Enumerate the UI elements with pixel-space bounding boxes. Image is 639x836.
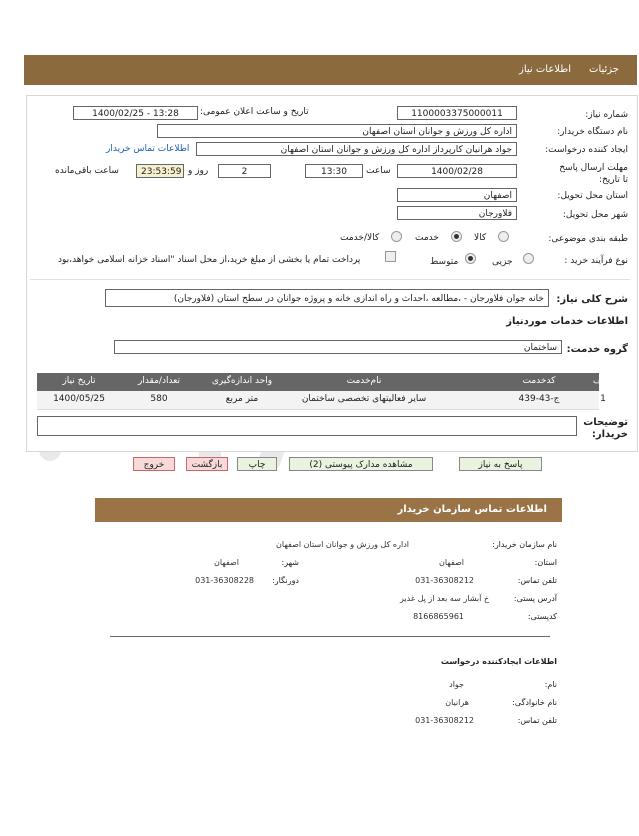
col-code-header: کدخدمت	[522, 376, 556, 386]
page-header	[24, 55, 637, 85]
remaining-time-field: 23:53:59	[136, 164, 184, 178]
creator-field: جواد هرانیان کارپرداز اداره کل ورزش و جوانان استان اصفهان	[196, 142, 517, 156]
deadline-time-label: ساعت	[366, 166, 391, 176]
city-label: شهر محل تحویل:	[562, 210, 628, 220]
contact-city: اصفهان	[213, 558, 239, 567]
category-goods-radio[interactable]	[498, 231, 509, 242]
contact-phone-label: تلفن تماس:	[517, 576, 557, 585]
treasury-payment-checkbox[interactable]	[385, 251, 396, 262]
category-goods-service-radio[interactable]	[391, 231, 402, 242]
buyer-org-field: اداره کل ورزش و جوانان استان اصفهان	[157, 124, 517, 138]
cell-name: سایر فعالیتهای تخصصی ساختمان	[301, 394, 427, 404]
province-label: استان محل تحویل:	[557, 191, 628, 201]
reply-button[interactable]: پاسخ به نیاز	[459, 457, 542, 471]
need-number-field: 1100003375000011	[397, 106, 517, 120]
col-unit-header: واحد اندازه‌گیری	[211, 376, 273, 386]
print-button[interactable]: چاپ	[237, 457, 277, 471]
buyer-contact-header	[95, 498, 562, 522]
contact-address: خ آبشار سه بعد از پل غدیر	[400, 594, 489, 603]
contact-phone: 031-36308212	[415, 576, 474, 585]
contact-postal-label: کدپستی:	[527, 612, 557, 621]
view-attachments-button[interactable]: مشاهده مدارک پیوستی (2)	[289, 457, 433, 471]
creator-family-label: نام خانوادگی:	[512, 698, 557, 707]
exit-button[interactable]: خروج	[133, 457, 175, 471]
cell-date: 1400/05/25	[53, 394, 105, 404]
contact-postal: 8166865961	[413, 612, 464, 621]
process-type-label: نوع فرآیند خرید :	[564, 256, 628, 266]
remaining-days-field: 2	[218, 164, 271, 178]
creator-name: جواد	[449, 680, 464, 689]
buyer-notes-label: توضیحات خریدار:	[583, 417, 628, 440]
tab-need-info[interactable]: اطلاعات نیاز	[519, 64, 571, 75]
category-service-label: خدمت	[415, 233, 439, 243]
deadline-time-field: 13:30	[305, 164, 363, 178]
deadline-date-field: 1400/02/28	[397, 164, 517, 178]
contact-address-label: آدرس پستی:	[513, 594, 557, 603]
section-divider	[30, 279, 630, 280]
remaining-label: ساعت باقی‌مانده	[55, 166, 119, 176]
process-minor-radio[interactable]	[523, 253, 534, 264]
creator-info-title: اطلاعات ایجادکننده درخواست	[440, 657, 557, 666]
table-row[interactable]	[37, 391, 606, 410]
creator-phone: 031-36308212	[415, 716, 474, 725]
contact-province-label: استان:	[534, 558, 557, 567]
cell-code: ج-43-439	[518, 394, 560, 404]
col-qty-header: تعداد/مقدار	[137, 376, 181, 386]
creator-phone-label: تلفن تماس:	[517, 716, 557, 725]
category-goods-service-label: کالا/خدمت	[340, 233, 380, 243]
contact-buyer-name-label: نام سازمان خریدار:	[492, 540, 557, 549]
tab-details[interactable]: جزئیات	[589, 64, 619, 75]
buyer-org-label: نام دستگاه خریدار:	[557, 127, 628, 137]
process-medium-radio[interactable]	[465, 253, 476, 264]
summary-field: خانه جوان فلاورجان - ،مطالعه ،احداث و راه اندازی خانه و پروژه جوانان در سطح استان (فلاورجان)	[105, 289, 549, 307]
process-medium-label: متوسط	[430, 257, 459, 267]
back-button[interactable]: بازگشت	[186, 457, 228, 471]
buyer-notes-field	[37, 416, 577, 436]
contact-buyer-name: اداره کل ورزش و جوانان استان اصفهان	[276, 540, 409, 549]
cell-qty: 580	[150, 394, 168, 404]
col-name-header: نام‌خدمت	[346, 376, 382, 386]
services-table-header	[37, 373, 614, 391]
cell-unit: متر مربع	[225, 394, 259, 404]
summary-label: شرح کلی نیاز:	[556, 294, 628, 305]
contact-city-label: شهر:	[281, 558, 299, 567]
creator-label: ایجاد کننده درخواست:	[545, 145, 628, 155]
col-row-header: ردیف	[592, 376, 614, 386]
creator-family: هرانیان	[445, 698, 469, 707]
contact-fax: 031-36308228	[195, 576, 254, 585]
province-field: اصفهان	[397, 188, 517, 202]
deadline-label: مهلت ارسال پاسخ تا تاریخ:	[559, 163, 628, 185]
process-minor-label: جزیی	[492, 257, 513, 267]
service-group-label: گروه خدمت:	[566, 344, 628, 355]
category-service-radio[interactable]	[451, 231, 462, 242]
city-field: فلاورجان	[397, 206, 517, 220]
contact-divider	[110, 636, 550, 637]
col-date-header: تاریخ نیاز	[62, 376, 96, 386]
treasury-payment-note: پرداخت تمام یا بخشی از مبلغ خرید،از محل اسناد "اسناد خزانه اسلامی خواهد،بود	[58, 255, 361, 265]
days-label: روز و	[188, 166, 209, 176]
announce-date-field: 1400/02/25 - 13:28	[73, 106, 198, 120]
contact-fax-label: دورنگار:	[272, 576, 299, 585]
creator-name-label: نام:	[544, 680, 557, 689]
service-group-field: ساختمان	[114, 340, 562, 354]
category-goods-label: کالا	[474, 233, 487, 243]
need-number-label: شماره نیاز:	[585, 110, 628, 120]
cell-row: 1	[600, 394, 606, 404]
announce-date-label: تاریخ و ساعت اعلان عمومی:	[200, 107, 309, 117]
services-info-title: اطلاعات خدمات موردنیاز	[506, 316, 628, 327]
category-label: طبقه بندی موضوعی:	[548, 234, 628, 244]
buyer-contact-title: اطلاعات تماس سازمان خریدار	[397, 504, 547, 515]
buyer-contact-link[interactable]: اطلاعات تماس خریدار	[106, 144, 190, 154]
contact-province: اصفهان	[438, 558, 464, 567]
